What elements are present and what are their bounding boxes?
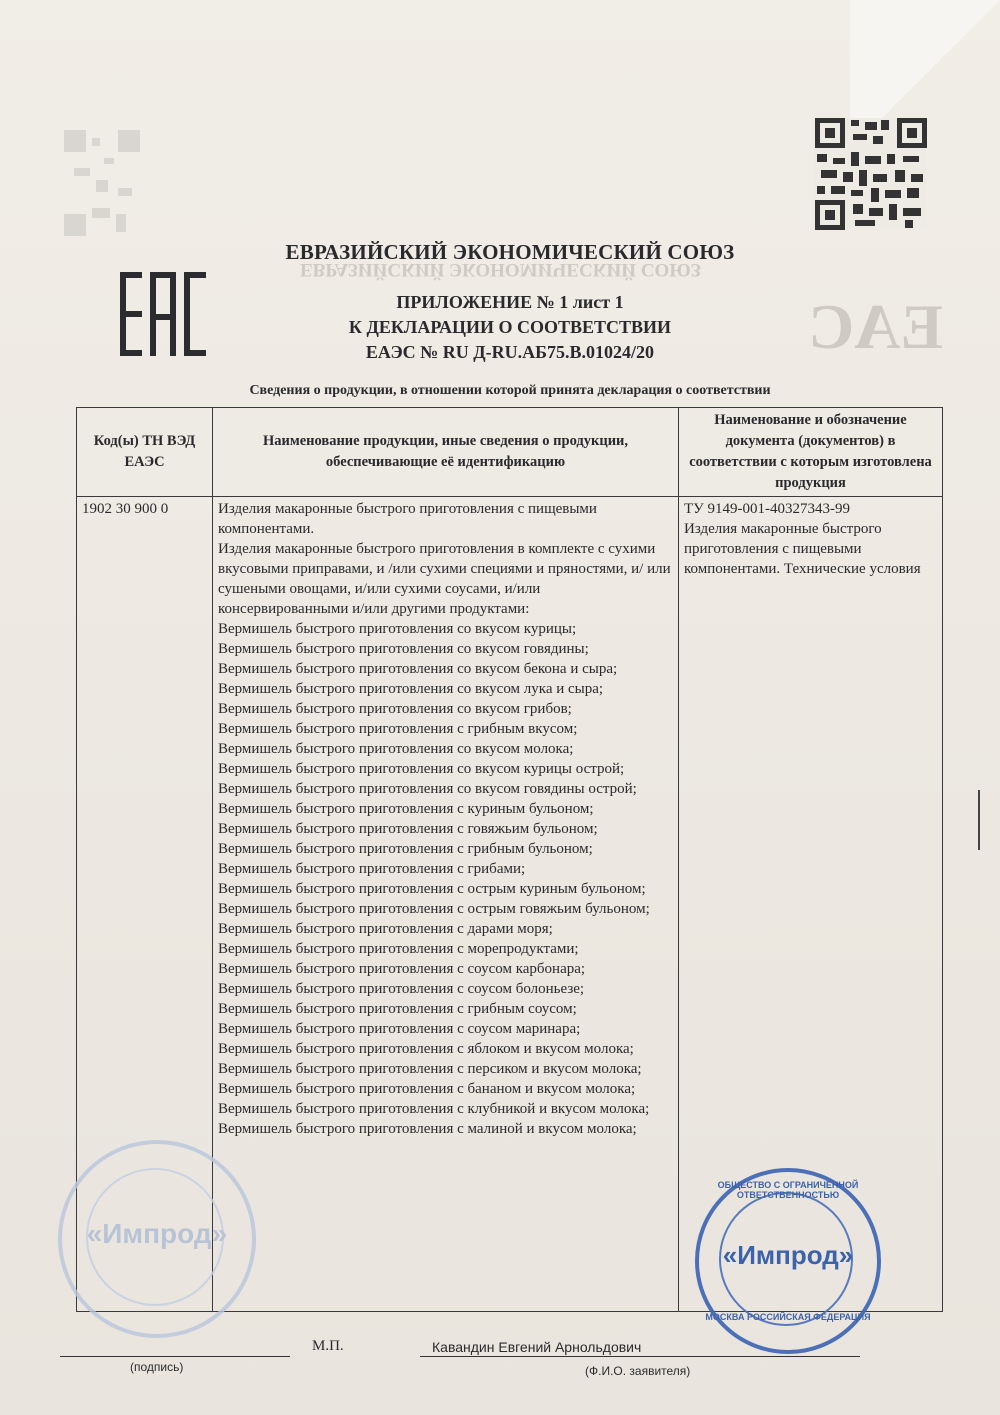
- name-line: [420, 1356, 860, 1357]
- product-line: Вермишель быстрого приготовления с малиной и вкусом молока;: [218, 1121, 637, 1137]
- product-line: Вермишель быстрого приготовления со вкусом курицы острой;: [218, 761, 625, 777]
- qr-code: [815, 118, 927, 230]
- ghost-eac-logo: EAC: [808, 291, 944, 362]
- product-line: Изделия макаронные быстрого приготовления в комплекте с сухими вкусовыми приправами, и /или сухими специями и пряностями, и/ или сушеными овощами, и/или сухими соусами, и/или консервированными и/или другими продуктами:: [218, 541, 671, 617]
- stamp-text: «Импрод»: [86, 1218, 228, 1249]
- stamp-company-name: «Импрод»: [722, 1240, 854, 1270]
- seal-place-label: М.П.: [312, 1338, 344, 1354]
- stamp-faint: [58, 1140, 256, 1338]
- signer-name: Кавандин Евгений Арнольдович: [432, 1339, 642, 1355]
- product-line: Вермишель быстрого приготовления со вкусом курицы;: [218, 621, 577, 637]
- product-line: Вермишель быстрого приготовления с говяжьим бульоном;: [218, 821, 598, 837]
- company-stamp: [695, 1168, 881, 1354]
- product-line: Вермишель быстрого приготовления со вкусом говядины острой;: [218, 781, 637, 797]
- declaration-number: ЕАЭС № RU Д-RU.АБ75.В.01024/20: [365, 342, 655, 362]
- product-line: Вермишель быстрого приготовления с острым говяжьим бульоном;: [218, 901, 650, 917]
- product-line: Вермишель быстрого приготовления со вкусом грибов;: [218, 701, 572, 717]
- ghost-qr-code: [62, 128, 142, 238]
- product-line: Вермишель быстрого приготовления с персиком и вкусом молока;: [218, 1061, 642, 1077]
- product-line: Вермишель быстрого приготовления со вкусом лука и сыра;: [218, 681, 604, 697]
- appendix-heading: [270, 290, 750, 365]
- product-line: Вермишель быстрого приготовления с соусом маринара;: [218, 1021, 581, 1037]
- product-list: [213, 497, 679, 1312]
- eac-logo: [118, 268, 210, 360]
- document-code: ТУ 9149-001-40327343-99: [684, 501, 851, 517]
- product-line: Вермишель быстрого приготовления со вкусом говядины;: [218, 641, 589, 657]
- stamp-bottom-text: МОСКВА РОССИЙСКАЯ ФЕДЕРАЦИЯ: [705, 1312, 871, 1322]
- product-line: Вермишель быстрого приготовления с яблоком и вкусом молока;: [218, 1041, 634, 1057]
- union-title: ЕВРАЗИЙСКИЙ ЭКОНОМИЧЕСКИЙ СОЮЗ: [285, 240, 735, 264]
- product-line: Вермишель быстрого приготовления с грибным соусом;: [218, 1001, 577, 1017]
- product-line: Вермишель быстрого приготовления с дарами моря;: [218, 921, 553, 937]
- name-caption: (Ф.И.О. заявителя): [585, 1364, 691, 1378]
- signature-caption: (подпись): [130, 1360, 184, 1374]
- tnved-code: 1902 30 900 0: [77, 497, 213, 1312]
- product-line: Вермишель быстрого приготовления с соусом карбонара;: [218, 961, 586, 977]
- col-header-code: Код(ы) ТН ВЭД ЕАЭС: [77, 408, 213, 497]
- product-line: Вермишель быстрого приготовления со вкусом бекона и сыра;: [218, 661, 618, 677]
- product-line: Вермишель быстрого приготовления с грибами;: [218, 861, 526, 877]
- col-header-document: Наименование и обозначение документа (документов) в соответствии с которым изготовлена продукция: [679, 408, 943, 497]
- pen-mark: [978, 790, 980, 850]
- declaration-label: К ДЕКЛАРАЦИИ О СООТВЕТСТВИИ: [348, 317, 672, 337]
- product-line: Вермишель быстрого приготовления с клубникой и вкусом молока;: [218, 1101, 650, 1117]
- ghost-text: ЕВРАЗИЙСКИЙ ЭКОНОМИЧЕСКИЙ СОЮЗ: [300, 259, 701, 280]
- product-line: Вермишель быстрого приготовления с куриным бульоном;: [218, 801, 594, 817]
- table-header-row: [77, 408, 943, 497]
- product-line: Вермишель быстрого приготовления с острым куриным бульоном;: [218, 881, 646, 897]
- product-line: Вермишель быстрого приготовления со вкусом молока;: [218, 741, 574, 757]
- stamp-top-text: ОБЩЕСТВО С ОГРАНИЧЕННОЙ ОТВЕТСТВЕННОСТЬЮ: [717, 1180, 859, 1200]
- product-line: Вермишель быстрого приготовления с морепродуктами;: [218, 941, 579, 957]
- col-header-product: Наименование продукции, иные сведения о продукции, обеспечивающие её идентификацию: [213, 408, 679, 497]
- product-line: Изделия макаронные быстрого приготовления с пищевыми компонентами.: [218, 501, 597, 537]
- product-line: Вермишель быстрого приготовления с грибным бульоном;: [218, 841, 593, 857]
- product-line: Вермишель быстрого приготовления с соусом болоньезе;: [218, 981, 585, 997]
- signature-line: [60, 1356, 290, 1357]
- document-name: Изделия макаронные быстрого приготовления с пищевыми компонентами. Технические условия: [684, 521, 921, 577]
- table-caption: Сведения о продукции, в отношении которой принята декларация о соответствии: [249, 383, 771, 398]
- product-line: Вермишель быстрого приготовления с грибным вкусом;: [218, 721, 578, 737]
- product-line: Вермишель быстрого приготовления с бананом и вкусом молока;: [218, 1081, 636, 1097]
- appendix-number: ПРИЛОЖЕНИЕ № 1 лист 1: [396, 292, 624, 312]
